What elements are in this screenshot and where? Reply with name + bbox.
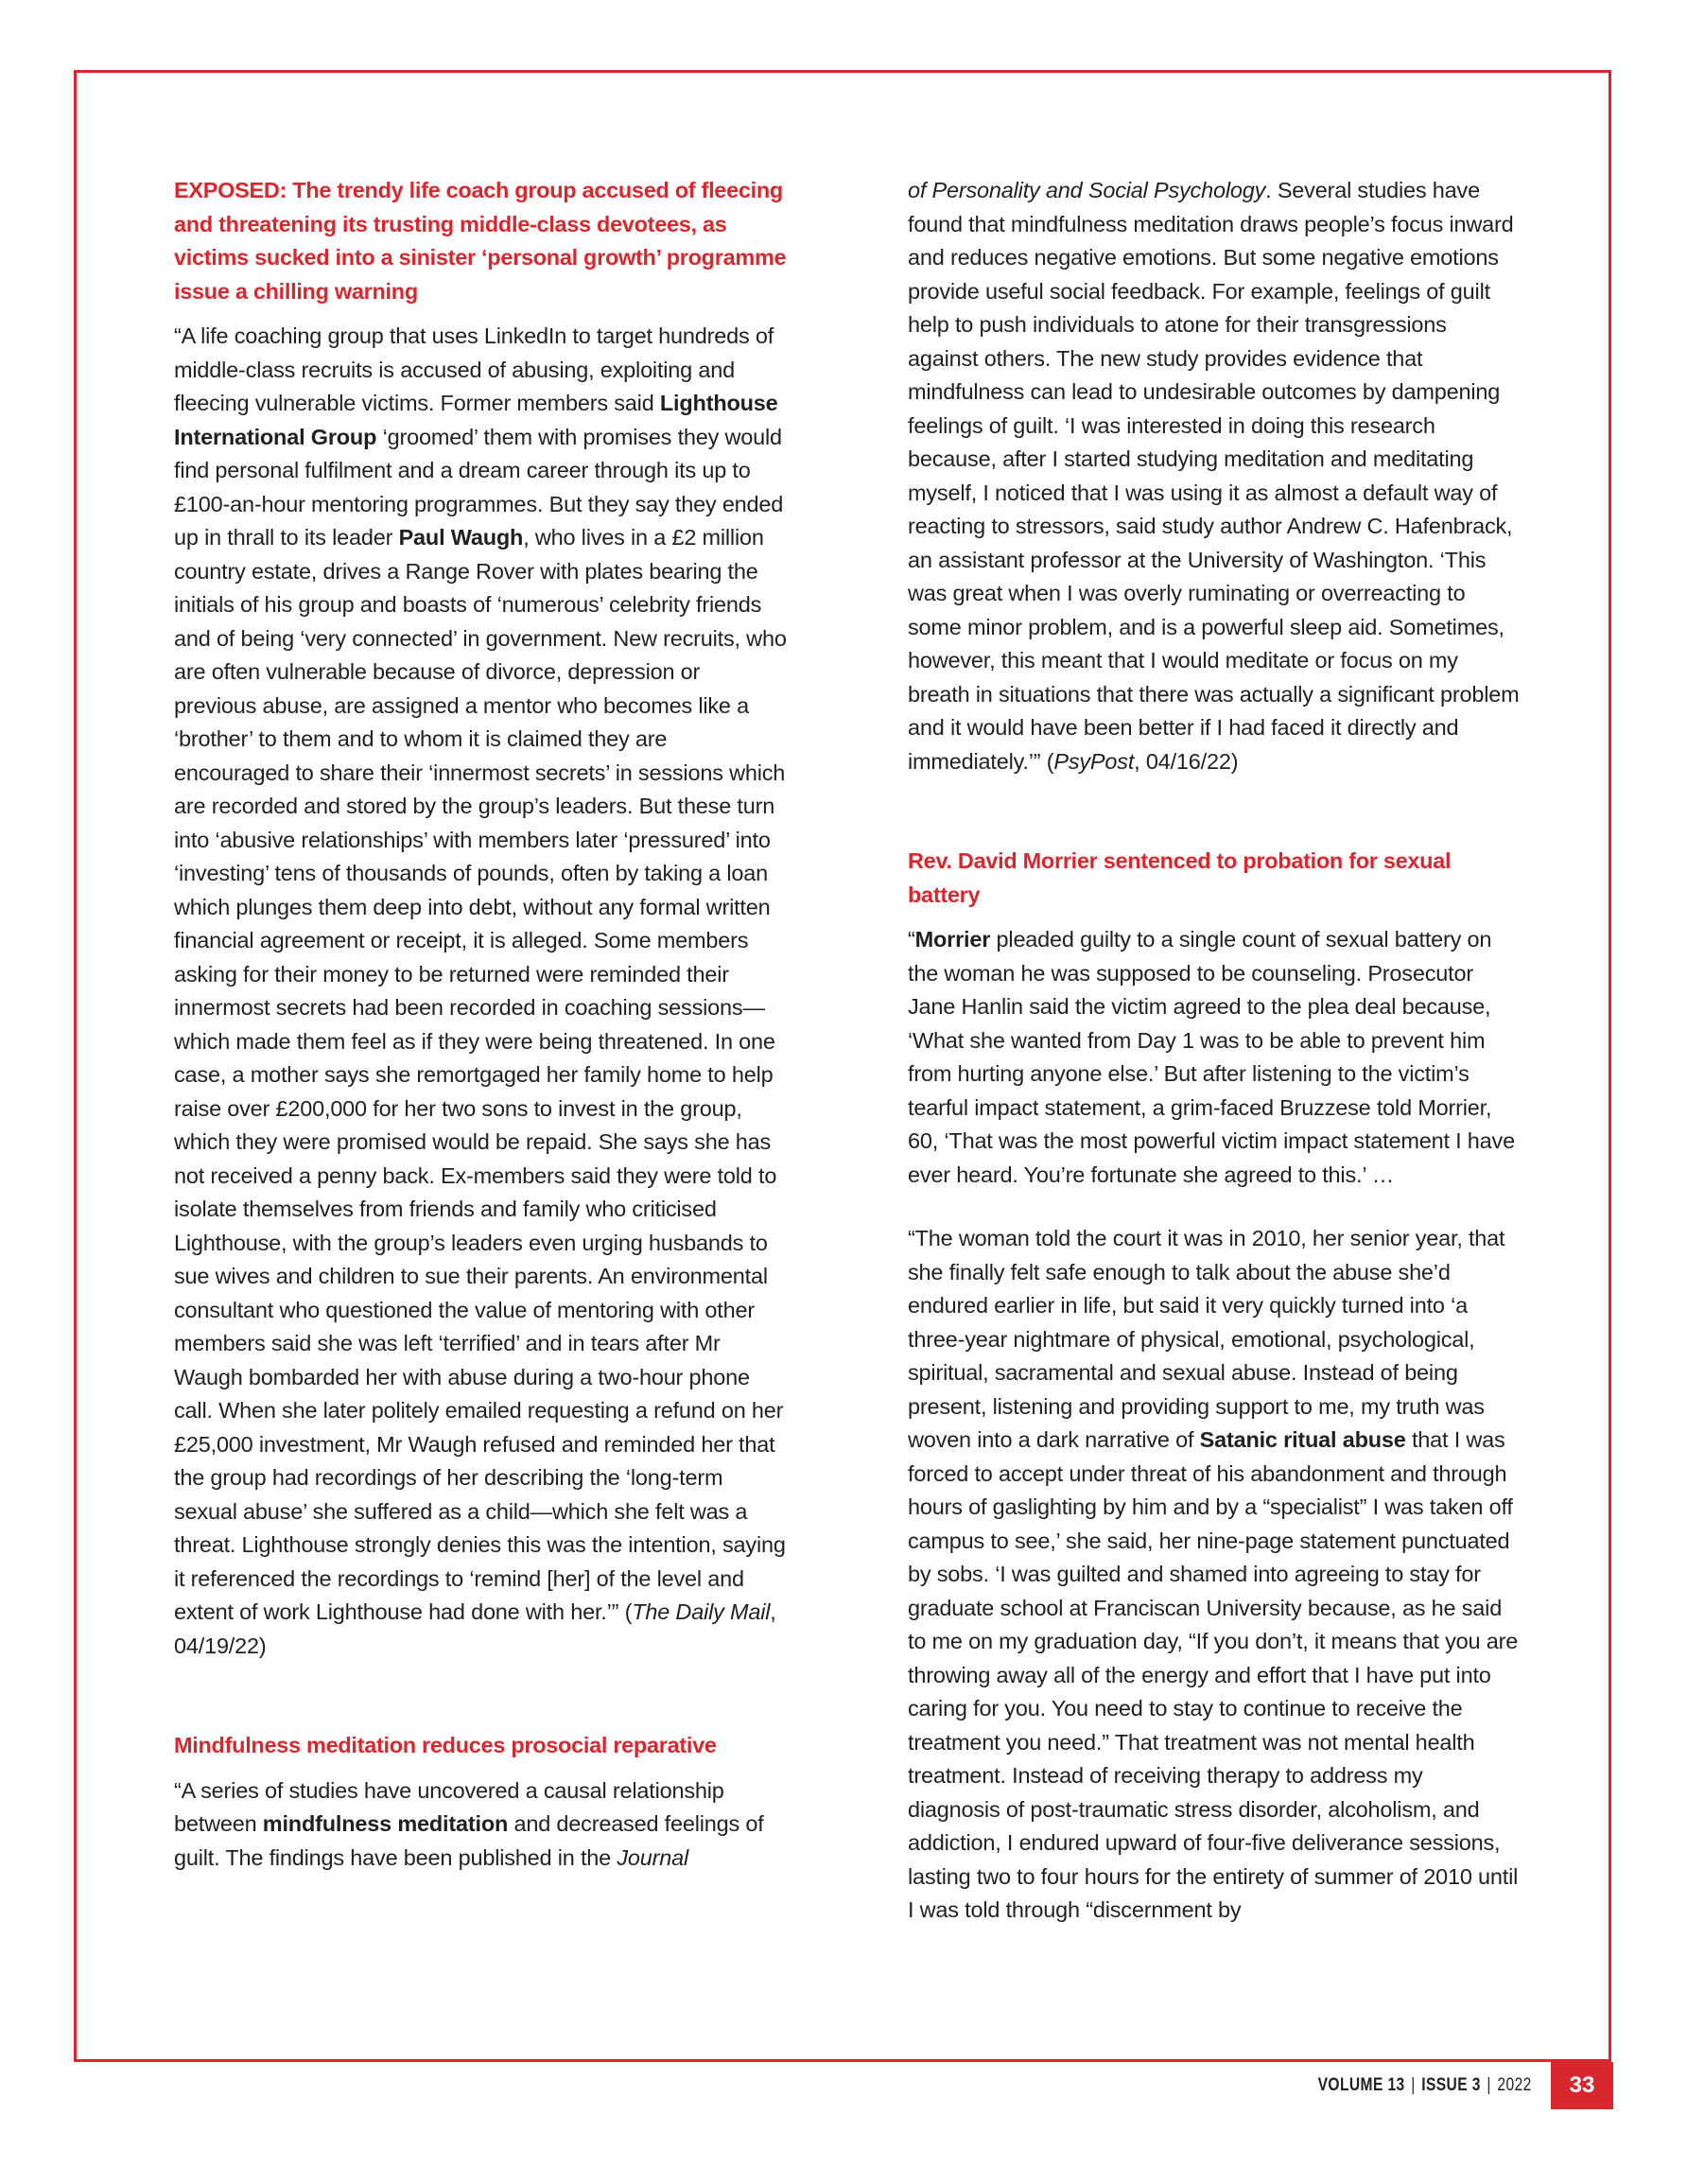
page-number: 33: [1551, 2062, 1613, 2109]
article-body-mindfulness-part2: of Personality and Social Psychology. Several studies have found that mindfulness meditation draws people’s focus inward and reduces negative emotions. But some negative emotions provide useful social feedback. For example, feelings of guilt help to push individuals to atone for their transgressions against others. The new study provides evidence that mindfulness can lead to undesirable outcomes by dampening feelings of guilt. ‘I was interested in doing this research because, after I started studying meditation and meditating myself, I noticed that I was using it as almost a default way of reacting to stressors, said study author Andrew C. Hafenbrack, an assistant professor at the University of Washington. ‘This was great when I was overly ruminating or overreacting to some minor problem, and is a powerful sleep aid. Sometimes, however, this meant that I would meditate or focus on my breath in situations that there was actually a significant problem and it would have been better if I had faced it directly and immediately.’” (PsyPost, 04/16/22): [908, 178, 1520, 774]
page-footer: [1271, 2062, 1613, 2109]
article-headline-lighthouse: EXPOSED: The trendy life coach group accused of fleecing and threatening its trusting middle-class devotees, as victims sucked into a sinister ‘personal growth’ programme issue a chilling warning: [174, 178, 787, 304]
source-citation: PsyPost: [1053, 748, 1135, 774]
article-body-lighthouse: “A life coaching group that uses LinkedIn to target hundreds of middle-class recruits is accused of abusing, exploiting and fleecing vulnerable victims. Former members said Lighthouse International Group ‘groomed’ them with promises they would find personal fulfilment and a dream career through its up to £100-an-hour mentoring programmes. But they say they ended up in thrall to its leader Paul Waugh, who lives in a £2 million country estate, drives a Range Rover with plates bearing the initials of his group and boasts of ‘numerous’ celebrity friends and of being ‘very connected’ in government. New recruits, who are often vulnerable because of divorce, depression or previous abuse, are assigned a mentor who becomes like a ‘brother’ to them and to whom it is claimed they are encouraged to share their ‘innermost secrets’ in sessions which are recorded and stored by the group’s leaders. But these turn into ‘abusive relationships’ with members later ‘pressured’ into ‘investing’ tens of thousands of pounds, often by taking a loan which plunges them deep into debt, without any formal written financial agreement or receipt, it is alleged. Some members asking for their money to be returned were reminded their innermost secrets had been recorded in coaching sessions—which made them feel as if they were being threatened. In one case, a mother says she remortgaged her family home to help raise over £200,000 for her two sons to invest in the group, which they were promised would be repaid. She says she has not received a penny back. Ex-members said they were told to isolate themselves from friends and family who criticised Lighthouse, with the group’s leaders even urging husbands to sue wives and children to sue their parents. An environmental consultant who questioned the value of mentoring with other members said she was left ‘terrified’ and in tears after Mr Waugh bombarded her with abuse during a two-hour phone call. When she later politely emailed requesting a refund on her £25,000 investment, Mr Waugh refused and reminded her that the group had recordings of her describing the ‘long-term sexual abuse’ she suffered as a child—which she felt was a threat. Lighthouse strongly denies this was the intention, saying it referenced the recordings to ‘remind [her] of the level and extent of work Lighthouse had done with her.’” (The Daily Mail, 04/19/22): [174, 323, 787, 1658]
article-body-morrier-p1: “Morrier pleaded guilty to a single count of sexual battery on the woman he was supposed to be counseling. Prosecutor Jane Hanlin said the victim agreed to the plea deal because, ‘What she wanted from Day 1 was to be able to prevent him from hurting anyone else.’ But after listening to the victim’s tearful impact statement, a grim-faced Bruzzese told Morrier, 60, ‘That was the most powerful victim impact statement I have ever heard. You’re fortunate she agreed to this.’ …: [908, 927, 1515, 1187]
article-body-morrier-p2: “The woman told the court it was in 2010, her senior year, that she finally felt safe enough to talk about the abuse she’d endured earlier in life, but said it very quickly turned into ‘a three-year nightmare of physical, emotional, psychological, spiritual, sacramental and sexual abuse. Instead of being present, listening and providing support to me, my truth was woven into a dark narrative of Satanic ritual abuse that I was forced to accept under threat of his abandonment and through hours of gaslighting by him and by a “specialist” I was taken off campus to see,’ she said, her nine-page statement punctuated by sobs. ‘I was guilted and shamed into agreeing to stay for graduate school at Franciscan University because, as he said to me on my graduation day, “If you don’t, it means that you are throwing away all of the energy and effort that I have put into caring for you. You need to stay to continue to receive the treatment you need.” That treatment was not mental health treatment. Instead of receiving therapy to address my diagnosis of post-traumatic stress disorder, alcoholism, and addiction, I endured upward of four-five deliverance sessions, lasting two to four hours for the entirety of summer of 2010 until I was told through “discernment by: [908, 1226, 1519, 1922]
year-label: 2022: [1497, 2075, 1532, 2095]
issue-label: ISSUE 3: [1421, 2075, 1482, 2095]
issue-info: VOLUME 13 | ISSUE 3 | 2022: [1317, 2075, 1532, 2095]
article-headline-mindfulness: Mindfulness meditation reduces prosocial reparative: [174, 1733, 717, 1757]
left-column: [174, 174, 787, 1905]
article-body-mindfulness-part1: “A series of studies have uncovered a causal relationship between mindfulness meditation and decreased feelings of guilt. The findings have been published in the Journal: [174, 1777, 764, 1870]
right-column: [908, 174, 1521, 1958]
source-citation: The Daily Mail: [632, 1599, 771, 1624]
article-headline-morrier: Rev. David Morrier sentenced to probation for sexual battery: [908, 848, 1452, 907]
volume-label: VOLUME 13: [1317, 2075, 1405, 2095]
